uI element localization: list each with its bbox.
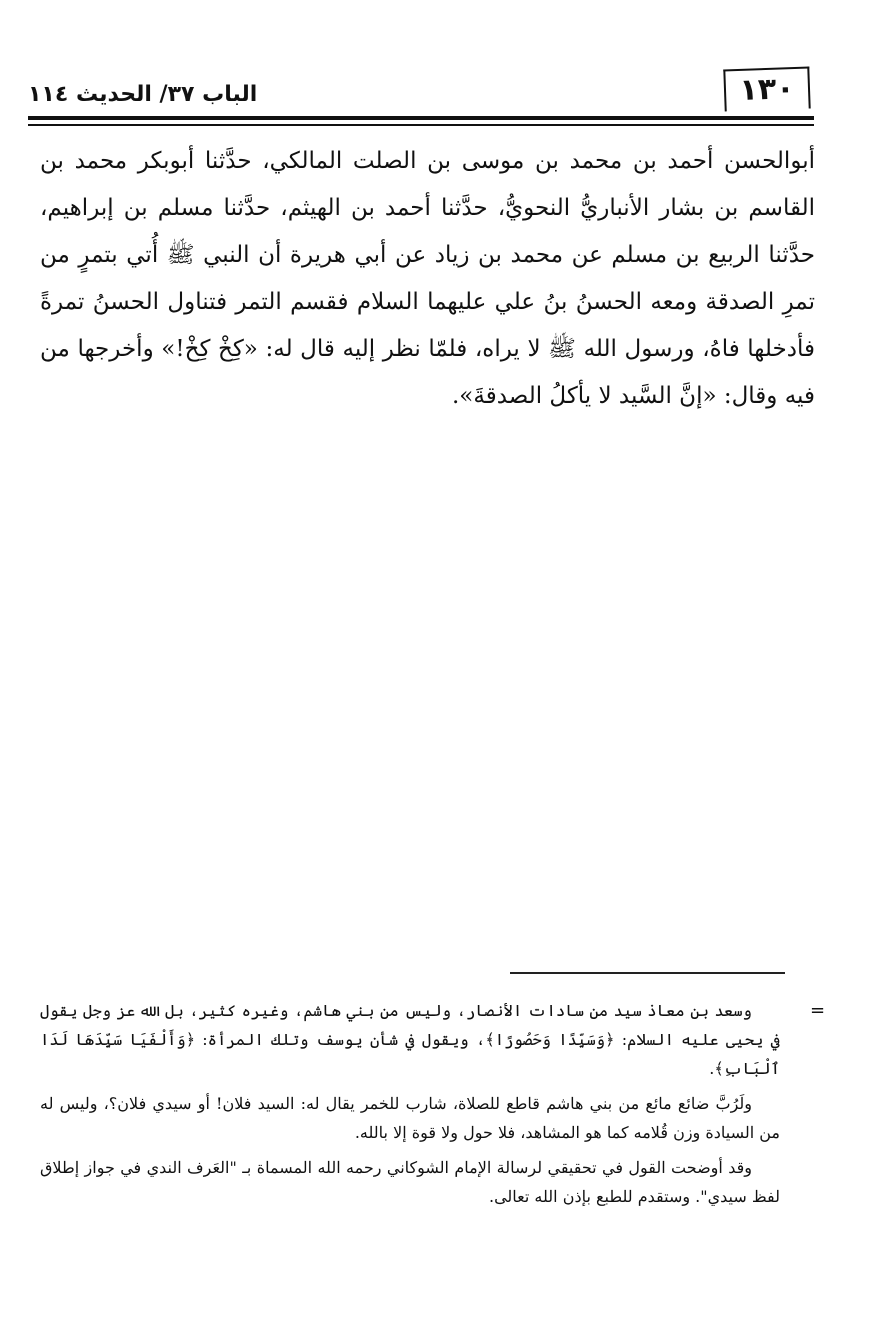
page-header (28, 60, 818, 120)
header-rule-thin (28, 124, 814, 126)
footnote-continuation-marker: = (810, 1000, 826, 1021)
chapter-hadith-title: الباب ٣٧/ الحديث ١١٤ (28, 82, 258, 107)
header-rule-thick (28, 116, 814, 120)
footnote-separator (510, 972, 785, 974)
hadith-paragraph: أبوالحسن أحمد بن محمد بن موسى بن الصلت المالكي، حدَّثنا أبوبكر محمد بن القاسم بن بشار الأنباريُّ النحويُّ، حدَّثنا أحمد بن الهيثم، حدَّثنا مسلم بن إبراهيم، حدَّثنا الربيع بن مسلم عن محمد بن زياد عن أبي هريرة أن النبي ﷺ أُتي بتمرٍ من تمرِ الصدقة ومعه الحسنُ بنُ علي عليهما السلام فقسم التمر فتناول الحسنُ تمرةً فأدخلها فاهُ، ورسول الله ﷺ لا يراه، فلمّا نظر إليه قال له: «كِخْ كِخْ!» وأخرجها من فيه وقال: «إنَّ السَّيد لا يأكلُ الصدقةَ». (40, 148, 815, 409)
footnote-paragraph-1: وسعد بن معاذ سيد من سادات الأنصار، وليس من بني هاشم، وغيره كثير، بل الله عز وجل يقول في يحيى عليه السلام: ﴿وَسَيِّدًا وَحَصُورًا﴾، ويقول في شأن يوسف وتلك المرأة: ﴿وَأَلْفَيَا سَيِّدَهَا لَدَا ٱلْبَابِ﴾. (40, 1001, 780, 1078)
footnote-paragraph-2: ولَرُبَّ ضائع مائع من بني هاشم قاطع للصلاة، شارب للخمر يقال له: السيد فلان! أو سيدي فلان؟، وليس له من السيادة وزن قُلامه كما هو المشاهد، فلا حول ولا قوة إلا بالله. (40, 1094, 780, 1142)
footnotes-block (40, 996, 780, 1217)
page-number: ١٣٠ (723, 67, 810, 112)
main-text-block (40, 138, 815, 420)
footnote-paragraph-3: وقد أوضحت القول في تحقيقي لرسالة الإمام الشوكاني رحمه الله المسماة بـ "العَرف الندي في جواز إطلاق لفظ سيدي". وستقدم للطبع بإذن الله تعالى. (40, 1158, 780, 1206)
